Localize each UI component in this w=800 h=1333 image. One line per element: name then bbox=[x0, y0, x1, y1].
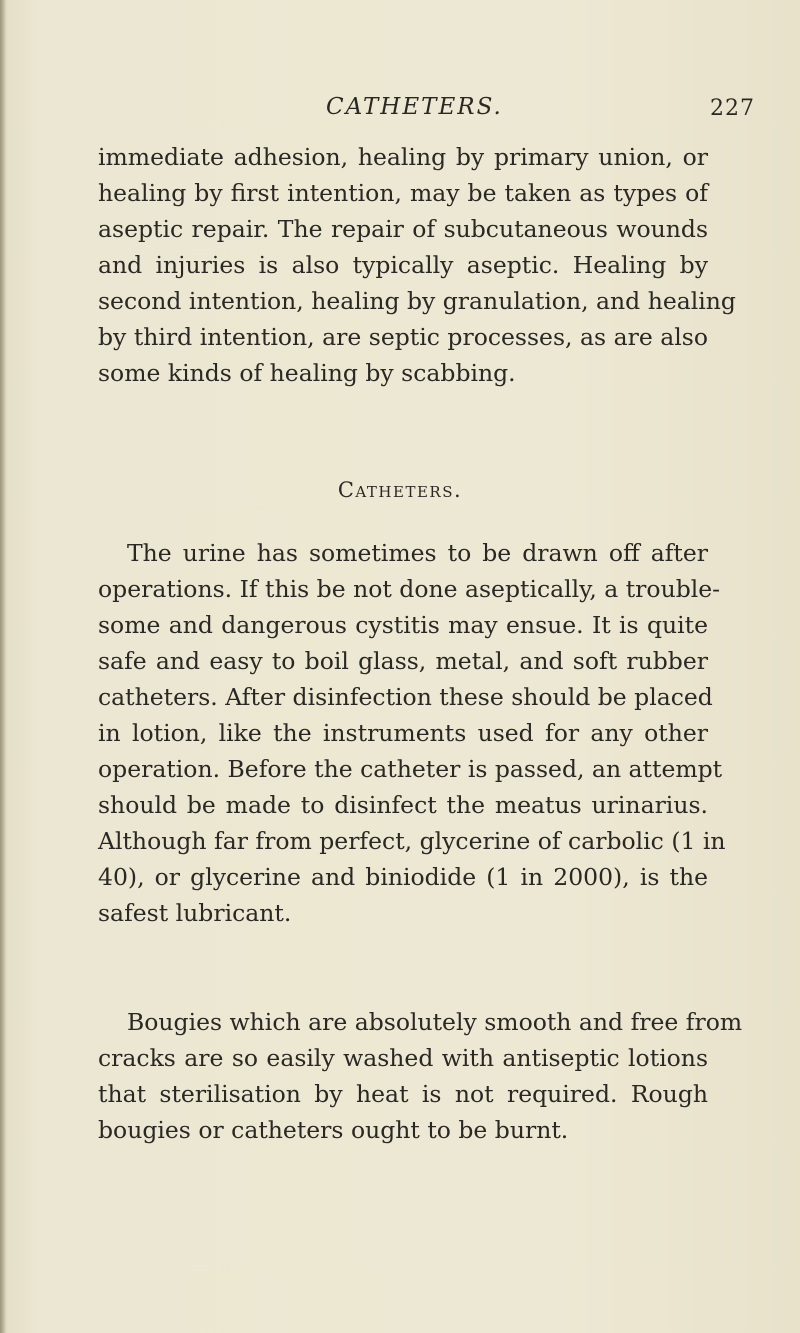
paragraph-bougies bbox=[98, 1004, 743, 1148]
text-line: healing by first intention, may be taken as types of bbox=[98, 179, 708, 207]
text-line: some and dangerous cystitis may ensue. It is quite bbox=[98, 611, 708, 639]
text-line: operations. If this be not done aseptically, a trouble- bbox=[98, 575, 721, 603]
text-line: safe and easy to boil glass, metal, and soft rubber bbox=[98, 647, 708, 675]
text-line: by third intention, are septic processes, as are also bbox=[98, 323, 708, 351]
text-line: bougies or catheters ought to be burnt. bbox=[98, 1116, 569, 1144]
text-line: catheters. After disinfection these should be placed bbox=[98, 683, 713, 711]
text-line: some kinds of healing by scabbing. bbox=[98, 359, 516, 387]
paragraph-catheters bbox=[98, 535, 726, 931]
text-line: immediate adhesion, healing by primary union, or bbox=[98, 143, 708, 171]
text-line: Although far from perfect, glycerine of carbolic (1 in bbox=[98, 827, 726, 855]
paragraph-healing bbox=[98, 139, 736, 391]
page-number: 227 bbox=[710, 96, 755, 121]
text-line: in lotion, like the instruments used for any other bbox=[98, 719, 708, 747]
text-line: that sterilisation by heat is not required. Rough bbox=[98, 1080, 708, 1108]
running-head bbox=[0, 94, 800, 128]
running-title: CATHETERS. bbox=[326, 94, 503, 120]
text-line: aseptic repair. The repair of subcutaneous wounds bbox=[98, 215, 708, 243]
text-line: second intention, healing by granulation, and healing bbox=[98, 287, 736, 315]
text-line: should be made to disinfect the meatus urinarius. bbox=[98, 791, 708, 819]
text-line: operation. Before the catheter is passed, an attempt bbox=[98, 755, 723, 783]
text-line: 40), or glycerine and biniodide (1 in 2000), is the bbox=[98, 863, 708, 891]
text-line: and injuries is also typically aseptic. Healing by bbox=[98, 251, 708, 279]
text-line: Bougies which are absolutely smooth and free from bbox=[127, 1008, 743, 1036]
text-line: The urine has sometimes to be drawn off after bbox=[127, 539, 708, 567]
page-gutter-shadow bbox=[0, 0, 6, 1333]
text-line: safest lubricant. bbox=[98, 899, 292, 927]
section-heading: Catheters. bbox=[337, 478, 463, 502]
text-line: cracks are so easily washed with antiseptic lotions bbox=[98, 1044, 708, 1072]
